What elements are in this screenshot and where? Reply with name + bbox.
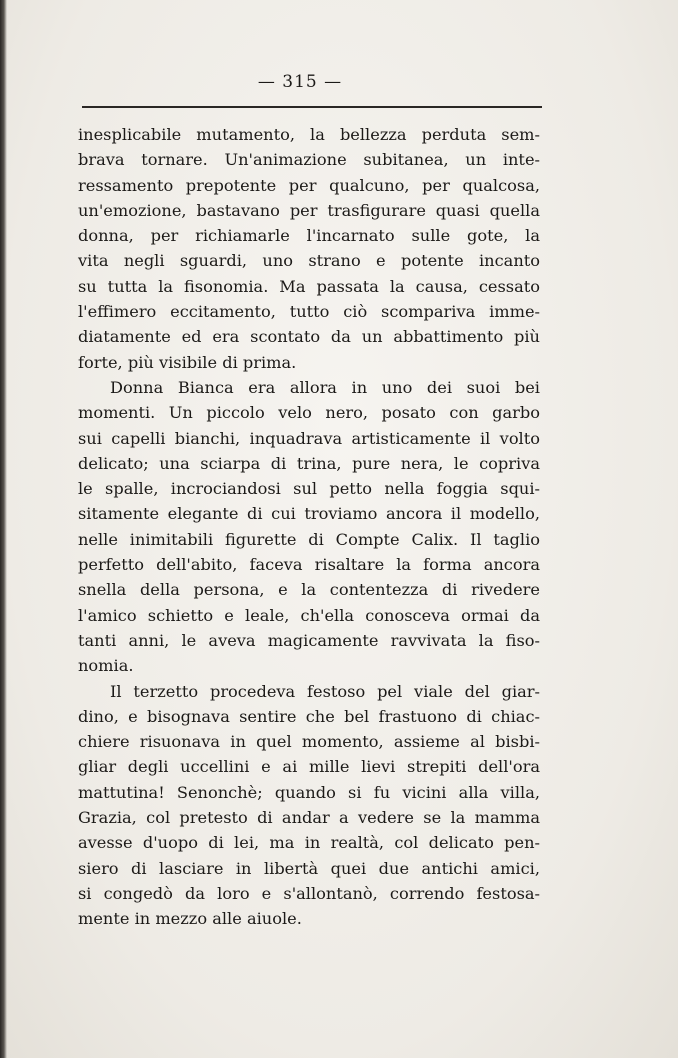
paragraph xyxy=(78,375,540,679)
text-line: su tutta la fisonomia. Ma passata la causa, cessato xyxy=(78,276,540,296)
text-line: l'effimero eccitamento, tutto ciò scompariva imme- xyxy=(78,302,540,322)
text-line: avesse d'uopo di lei, ma in realtà, col delicato pen- xyxy=(78,833,540,853)
text-line: dino, e bisognava sentire che bel frastuono di chiac- xyxy=(78,706,540,726)
paragraph xyxy=(78,122,540,375)
text-line: un'emozione, bastavano per trasfigurare quasi quella xyxy=(78,200,540,220)
text-line: sitamente elegante di cui troviamo ancora il modello, xyxy=(78,504,540,524)
text-line: nelle inimitabili figurette di Compte Calix. Il taglio xyxy=(78,529,540,549)
text-line: diatamente ed era scontato da un abbattimento più xyxy=(78,327,540,347)
text-line: snella della persona, e la contentezza di rivedere xyxy=(78,580,540,600)
text-line: le spalle, incrociandosi sul petto nella foggia squi- xyxy=(78,479,540,499)
text-line: mente in mezzo alle aiuole. xyxy=(78,909,302,929)
text-line: perfetto dell'abito, faceva risaltare la forma ancora xyxy=(78,555,540,575)
text-line: Donna Bianca era allora in uno dei suoi bei xyxy=(110,377,540,397)
page-number: — 315 — xyxy=(257,72,343,92)
text-line: donna, per richiamarle l'incarnato sulle gote, la xyxy=(78,226,540,246)
text-line: momenti. Un piccolo velo nero, posato con garbo xyxy=(78,403,540,423)
text-line: Il terzetto procedeva festoso pel viale del giar- xyxy=(110,681,540,701)
text-line: mattutina! Senonchè; quando si fu vicini alla villa, xyxy=(78,782,540,802)
text-line: si congedò da loro e s'allontanò, correndo festosa- xyxy=(78,883,540,903)
text-line: brava tornare. Un'animazione subitanea, un inte- xyxy=(78,150,540,170)
text-line: ressamento prepotente per qualcuno, per qualcosa, xyxy=(78,175,540,195)
text-line: sui capelli bianchi, inquadrava artisticamente il volto xyxy=(78,428,540,448)
text-line: nomia. xyxy=(78,656,134,676)
text-line: chiere risuonava in quel momento, assieme al bisbi- xyxy=(78,732,540,752)
text-line: forte, più visibile di prima. xyxy=(78,352,297,372)
text-line: delicato; una sciarpa di trina, pure nera, le copriva xyxy=(78,453,540,473)
header-rule xyxy=(82,106,542,108)
text-line: vita negli sguardi, uno strano e potente incanto xyxy=(78,251,540,271)
text-line: gliar degli uccellini e ai mille lievi strepiti dell'ora xyxy=(78,757,540,777)
text-line: inesplicabile mutamento, la bellezza perduta sem- xyxy=(78,125,540,144)
paragraph xyxy=(78,679,540,932)
page-binding-edge xyxy=(0,0,7,1058)
text-line: siero di lasciare in libertà quei due antichi amici, xyxy=(78,858,540,878)
body-text xyxy=(78,122,540,932)
text-line: Grazia, col pretesto di andar a vedere se la mamma xyxy=(78,808,540,828)
text-line: l'amico schietto e leale, ch'ella conosceva ormai da xyxy=(78,605,540,625)
text-line: tanti anni, le aveva magicamente ravvivata la fiso- xyxy=(78,630,540,650)
